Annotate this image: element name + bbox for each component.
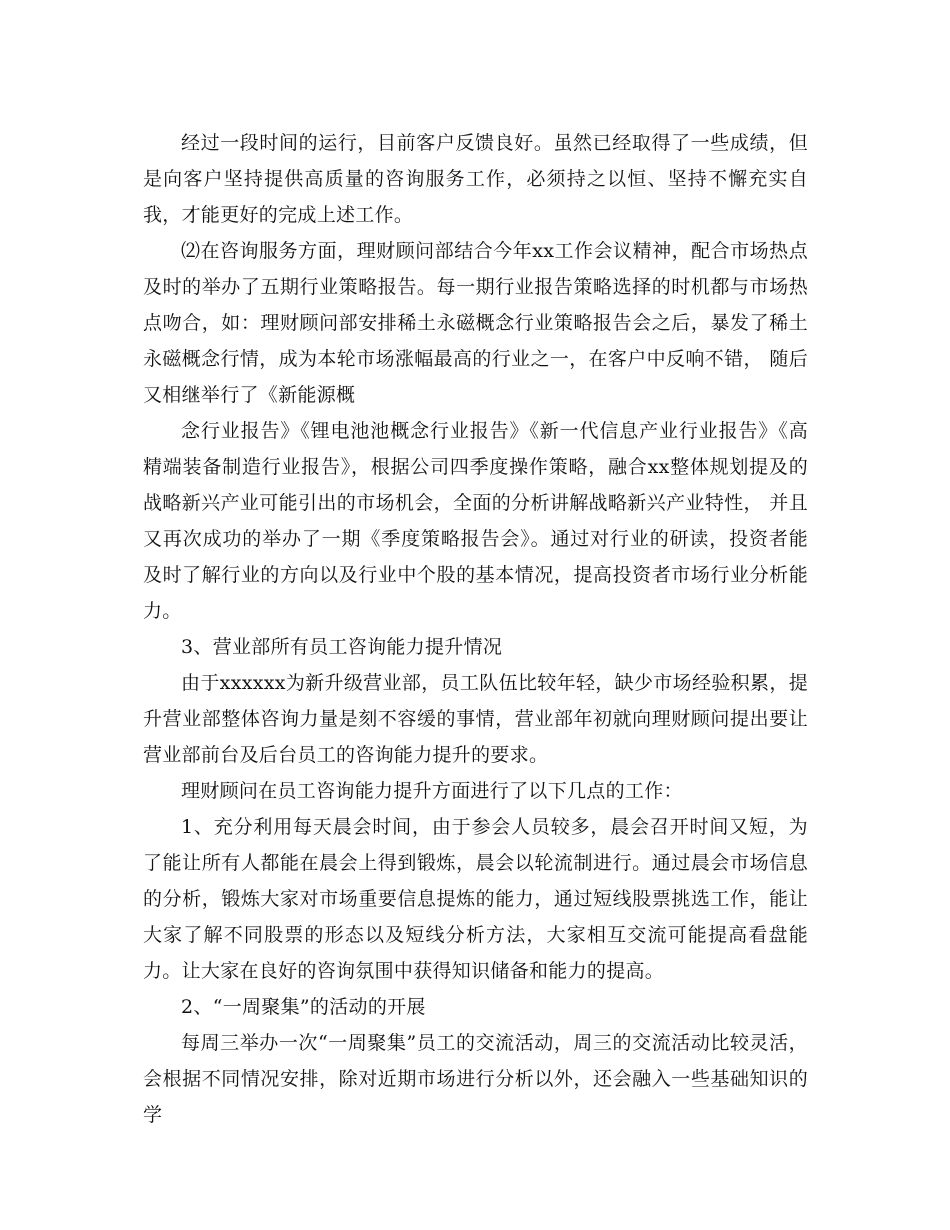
paragraph-2: ⑵在咨询服务方面，理财顾问部结合今年xx工作会议精神，配合市场热点及时的举办了五期行业策略报告。每一期行业报告策略选择的时机都与市场热点吻合，如：理财顾问部安排稀土永磁概念行业策略报告会之后，暴发了稀土永磁概念行情，成为本轮市场涨幅最高的行业之一，在客户中反响不错， 随后又相继举行了《新能源概 [143, 240, 808, 406]
paragraph-6: 理财顾问在员工咨询能力提升方面进行了以下几点的工作： [181, 780, 683, 802]
paragraph-9: 每周三举办一次“一周聚集”员工的交流活动，周三的交流活动比较灵活，会根据不同情况安排，除对近期市场进行分析以外，还会融入一些基础知识的学 [143, 1032, 808, 1126]
paragraph-5: 由于xxxxxx为新升级营业部，员工队伍比较年轻，缺少市场经验积累，提升营业部整体咨询力量是刻不容缓的事情，营业部年初就向理财顾问提出要让营业部前台及后台员工的咨询能力提升的要求。 [143, 672, 808, 766]
section-heading-2: 2、“一周聚集”的活动的开展 [181, 996, 426, 1018]
document-body [143, 125, 808, 1133]
paragraph-3: 念行业报告》《锂电池池概念行业报告》《新一代信息产业行业报告》《高精端装备制造行业报告》，根据公司四季度操作策略，融合xx整体规划提及的战略新兴产业可能引出的市场机会，全面的分析讲解战略新兴产业特性， 并且又再次成功的举办了一期《季度策略报告会》。通过对行业的研读，投资者能及时了解行业的方向以及行业中个股的基本情况，提高投资者市场行业分析能力。 [143, 420, 808, 622]
paragraph-7: 1、充分利用每天晨会时间，由于参会人员较多，晨会召开时间又短，为了能让所有人都能在晨会上得到锻炼，晨会以轮流制进行。通过晨会市场信息的分析，锻炼大家对市场重要信息提炼的能力，通过短线股票挑选工作，能让大家了解不同股票的形态以及短线分析方法，大家相互交流可能提高看盘能力。让大家在良好的咨询氛围中获得知识储备和能力的提高。 [143, 816, 808, 982]
section-heading-3: 3、营业部所有员工咨询能力提升情况 [181, 636, 503, 658]
paragraph-1: 经过一段时间的运行，目前客户反馈良好。虽然已经取得了一些成绩，但是向客户坚持提供高质量的咨询服务工作，必须持之以恒、坚持不懈充实自我，才能更好的完成上述工作。 [143, 132, 808, 226]
